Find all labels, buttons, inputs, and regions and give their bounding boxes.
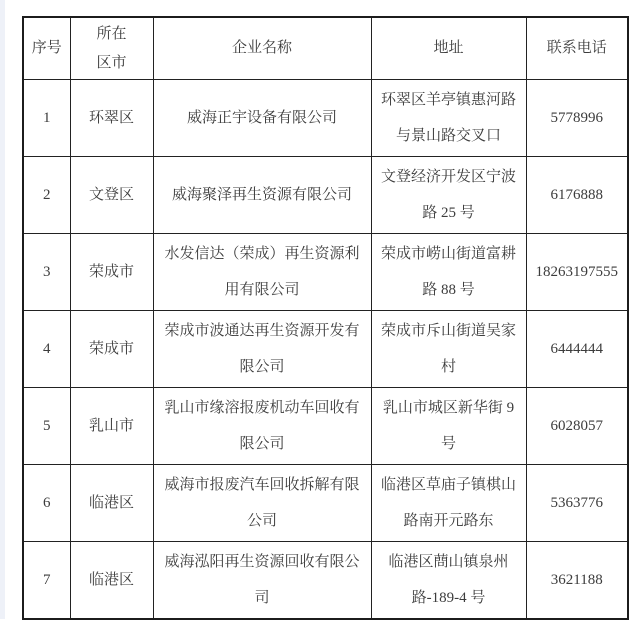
table-body — [23, 80, 628, 620]
header-index — [23, 17, 70, 80]
header-district — [70, 17, 153, 80]
table-row — [23, 80, 628, 157]
cell-address: 临港区蔄山镇泉州路-189-4 号 — [371, 542, 526, 620]
cell-district: 乳山市 — [70, 388, 153, 465]
cell-phone: 6444444 — [526, 311, 628, 388]
cell-index: 3 — [23, 234, 70, 311]
table-row — [23, 311, 628, 388]
table-row — [23, 157, 628, 234]
header-phone-label: 联系电话 — [546, 40, 607, 57]
cell-company: 威海泓阳再生资源回收有限公司 — [153, 542, 371, 620]
cell-district: 环翠区 — [70, 80, 153, 157]
header-company-label: 企业名称 — [231, 40, 292, 57]
header-address-label: 地址 — [433, 40, 464, 57]
cell-phone: 6028057 — [526, 388, 628, 465]
cell-company: 荣成市波通达再生资源开发有限公司 — [153, 311, 371, 388]
cell-district: 临港区 — [70, 465, 153, 542]
cell-district: 荣成市 — [70, 234, 153, 311]
cell-company: 威海聚泽再生资源有限公司 — [153, 157, 371, 234]
header-phone — [526, 17, 628, 80]
header-address — [371, 17, 526, 80]
table-row — [23, 542, 628, 620]
cell-phone: 6176888 — [526, 157, 628, 234]
cell-company: 威海市报废汽车回收拆解有限公司 — [153, 465, 371, 542]
cell-phone: 18263197555 — [526, 234, 628, 311]
cell-district: 文登区 — [70, 157, 153, 234]
left-edge-strip — [0, 0, 5, 619]
table-row — [23, 234, 628, 311]
cell-phone: 5778996 — [526, 80, 628, 157]
cell-company: 威海正宇设备有限公司 — [153, 80, 371, 157]
cell-company: 水发信达（荣成）再生资源利用有限公司 — [153, 234, 371, 311]
cell-phone: 5363776 — [526, 465, 628, 542]
cell-phone: 3621188 — [526, 542, 628, 620]
cell-district: 临港区 — [70, 542, 153, 620]
table-row — [23, 388, 628, 465]
cell-index: 6 — [23, 465, 70, 542]
table-row — [23, 465, 628, 542]
cell-address: 乳山市城区新华街 9 号 — [371, 388, 526, 465]
cell-index: 7 — [23, 542, 70, 620]
header-district-label: 所在区市 — [96, 26, 127, 71]
cell-index: 4 — [23, 311, 70, 388]
cell-address: 临港区草庙子镇棋山路南开元路东 — [371, 465, 526, 542]
cell-index: 1 — [23, 80, 70, 157]
cell-district: 荣成市 — [70, 311, 153, 388]
cell-index: 2 — [23, 157, 70, 234]
cell-address: 荣成市崂山街道富耕路 88 号 — [371, 234, 526, 311]
header-row — [23, 17, 628, 80]
cell-address: 荣成市斥山街道吴家村 — [371, 311, 526, 388]
header-company — [153, 17, 371, 80]
company-table — [22, 16, 629, 620]
cell-company: 乳山市缘溶报废机动车回收有限公司 — [153, 388, 371, 465]
cell-index: 5 — [23, 388, 70, 465]
header-index-label: 序号 — [31, 40, 62, 57]
cell-address: 文登经济开发区宁波路 25 号 — [371, 157, 526, 234]
cell-address: 环翠区羊亭镇惠河路与景山路交叉口 — [371, 80, 526, 157]
